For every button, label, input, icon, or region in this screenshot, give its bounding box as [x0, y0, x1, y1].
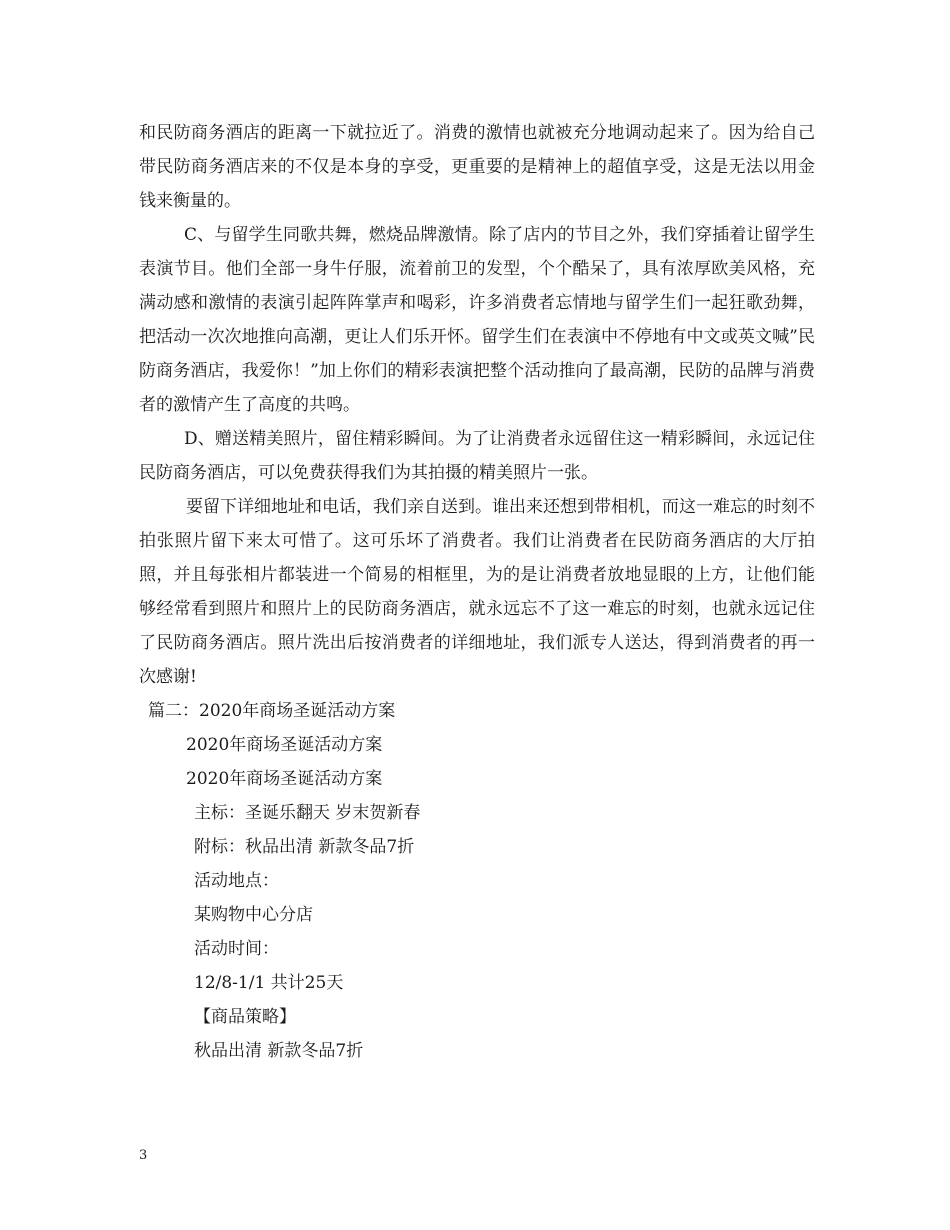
main-slogan: 主标：圣诞乐翻天 岁末贺新春: [194, 803, 421, 823]
sub-slogan: 附标：秋品出清 新款冬品7折: [194, 837, 415, 857]
paragraph-d-free-photos: D、赠送精美照片，留住精彩瞬间。为了让消费者永远留住这一精彩瞬间，永远记住民防商务酒店，可以免费获得我们为其拍摄的精美照片一张。: [139, 429, 815, 483]
section-heading: 篇二：2020年商场圣诞活动方案: [148, 701, 396, 721]
paragraph-continuation: 和民防商务酒店的距离一下就拉近了。消费的激情也就被充分地调动起来了。因为给自己带民防商务酒店来的不仅是本身的享受，更重要的是精神上的超值享受，这是无法以用金钱来衡量的。: [139, 123, 815, 211]
paragraph-photo-delivery: 要留下详细地址和电话，我们亲自送到。谁出来还想到带相机，而这一难忘的时刻不拍张照片留下来太可惜了。这可乐坏了消费者。我们让消费者在民防商务酒店的大厅拍照，并且每张相片都装进一个简易的相框里，为的是让消费者放地显眼的上方，让他们能够经常看到照片和照片上的民防商务酒店，就永远忘不了这一难忘的时刻，也就永远记住了民防商务酒店。照片洗出后按消费者的详细地址，我们派专人送达，得到消费者的再一次感谢!: [139, 497, 815, 687]
venue-label: 活动地点：: [194, 871, 279, 891]
page-number: 3: [139, 1148, 148, 1163]
plan-title: 2020年商场圣诞活动方案: [186, 735, 383, 755]
plan-title-repeat: 2020年商场圣诞活动方案: [186, 769, 383, 789]
paragraph-c-students-performance: C、与留学生同歌共舞，燃烧品牌激情。除了店内的节目之外，我们穿插着让留学生表演节目。他们全部一身牛仔服，流着前卫的发型，个个酷呆了，具有浓厚欧美风格，充满动感和激情的表演引起阵阵掌声和喝彩，许多消费者忘情地与留学生们一起狂歌劲舞，把活动一次次地推向高潮，更让人们乐开怀。留学生们在表演中不停地有中文或英文喊”民防商务酒店，我爱你！”加上你们的精彩表演把整个活动推向了最高潮，民防的品牌与消费者的激情产生了高度的共鸣。: [139, 225, 815, 415]
product-strategy-heading: 【商品策略】: [194, 1007, 296, 1027]
venue-value: 某购物中心分店: [194, 905, 313, 925]
time-label: 活动时间：: [194, 939, 279, 959]
time-value: 12/8-1/1 共计25天: [194, 973, 344, 993]
document-body: [139, 116, 815, 1068]
product-strategy-value: 秋品出清 新款冬品7折: [194, 1041, 364, 1061]
